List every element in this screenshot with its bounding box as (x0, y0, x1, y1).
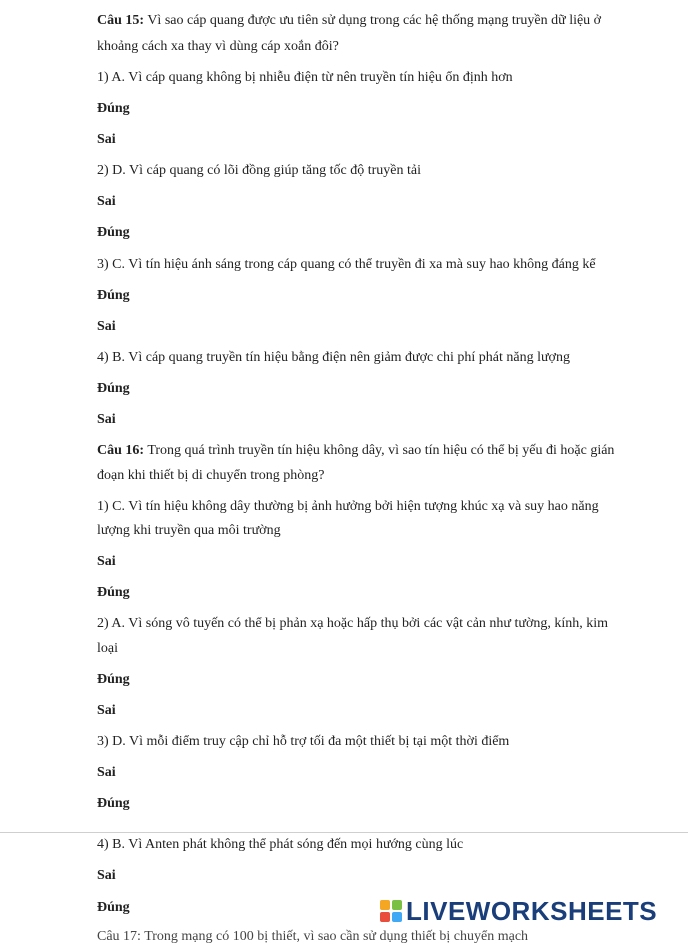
q16-s2-option-1[interactable]: Đúng (97, 672, 130, 687)
q16-statement-2-line1: 2) A. Vì sóng vô tuyến có thể bị phản xạ hoặc hấp thụ bởi các vật cản như tường, kính, kim (97, 616, 609, 631)
question-15-text-line1 (97, 12, 601, 30)
q16-statement-3: 3) D. Vì mỗi điểm truy cập chỉ hỗ trợ tối đa một thiết bị tại một thời điểm (97, 734, 510, 749)
q16-s1-option-1[interactable]: Sai (97, 554, 116, 569)
q15-s2-option-2[interactable]: Đúng (97, 225, 130, 240)
q15-s3-option-2[interactable]: Sai (97, 319, 116, 334)
liveworksheets-logo (380, 897, 657, 925)
q15-statement-2: 2) D. Vì cáp quang có lõi đồng giúp tăng tốc độ truyền tải (97, 163, 422, 178)
question-16-prompt: Trong quá trình truyền tín hiệu không dây, vì sao tín hiệu có thể bị yếu đi hoặc gián (147, 443, 615, 458)
q15-statement-1: 1) A. Vì cáp quang không bị nhiễu điện từ nên truyền tín hiệu ổn định hơn (97, 70, 513, 85)
next-question-cutoff (97, 928, 529, 944)
q16-s4-option-2[interactable]: Đúng (97, 900, 130, 915)
q15-s2-option-1[interactable]: Sai (97, 194, 116, 209)
question-15-label: Câu 15: (97, 13, 145, 28)
question-16-text-line2: đoạn khi thiết bị di chuyển trong phòng? (97, 468, 325, 483)
q15-statement-3: 3) C. Vì tín hiệu ánh sáng trong cáp quang có thể truyền đi xa mà suy hao không đáng kể (97, 257, 596, 272)
q16-s3-option-1[interactable]: Sai (97, 765, 116, 780)
q16-s1-option-2[interactable]: Đúng (97, 585, 130, 600)
q15-s4-option-2[interactable]: Sai (97, 412, 116, 427)
q16-statement-4: 4) B. Vì Anten phát không thể phát sóng đến mọi hướng cùng lúc (97, 837, 464, 852)
q15-s1-option-2[interactable]: Sai (97, 132, 116, 147)
question-16-label: Câu 16: (97, 443, 145, 458)
q16-statement-1-line1: 1) C. Vì tín hiệu không dây thường bị ảnh hưởng bởi hiện tượng khúc xạ và suy hao năng (97, 499, 599, 514)
q16-statement-2-line2: loại (97, 641, 118, 656)
q15-s3-option-1[interactable]: Đúng (97, 288, 130, 303)
liveworksheets-logo-text: LIVEWORKSHEETS (406, 896, 658, 926)
q15-s4-option-1[interactable]: Đúng (97, 381, 130, 396)
q15-s1-option-1[interactable]: Đúng (97, 101, 130, 116)
question-16-text-line1 (97, 442, 614, 460)
page-break-divider (0, 832, 688, 833)
question-15-prompt: Vì sao cáp quang được ưu tiên sử dụng trong các hệ thống mạng truyền dữ liệu ở (147, 13, 602, 28)
q16-s2-option-2[interactable]: Sai (97, 703, 116, 718)
next-question-cutoff-text: Câu 17: Trong mạng có 100 bị thiết, vì sao cần sử dụng thiết bị chuyển mạch (97, 929, 529, 944)
liveworksheets-logo-icon (380, 900, 402, 922)
q16-s3-option-2[interactable]: Đúng (97, 796, 130, 811)
question-15-text-line2: khoảng cách xa thay vì dùng cáp xoắn đôi? (97, 39, 339, 54)
q15-statement-4: 4) B. Vì cáp quang truyền tín hiệu bằng điện nên giảm được chi phí phát năng lượng (97, 350, 570, 365)
q16-s4-option-1[interactable]: Sai (97, 868, 116, 883)
q16-statement-1-line2: lượng khi truyền qua môi trường (97, 523, 281, 538)
